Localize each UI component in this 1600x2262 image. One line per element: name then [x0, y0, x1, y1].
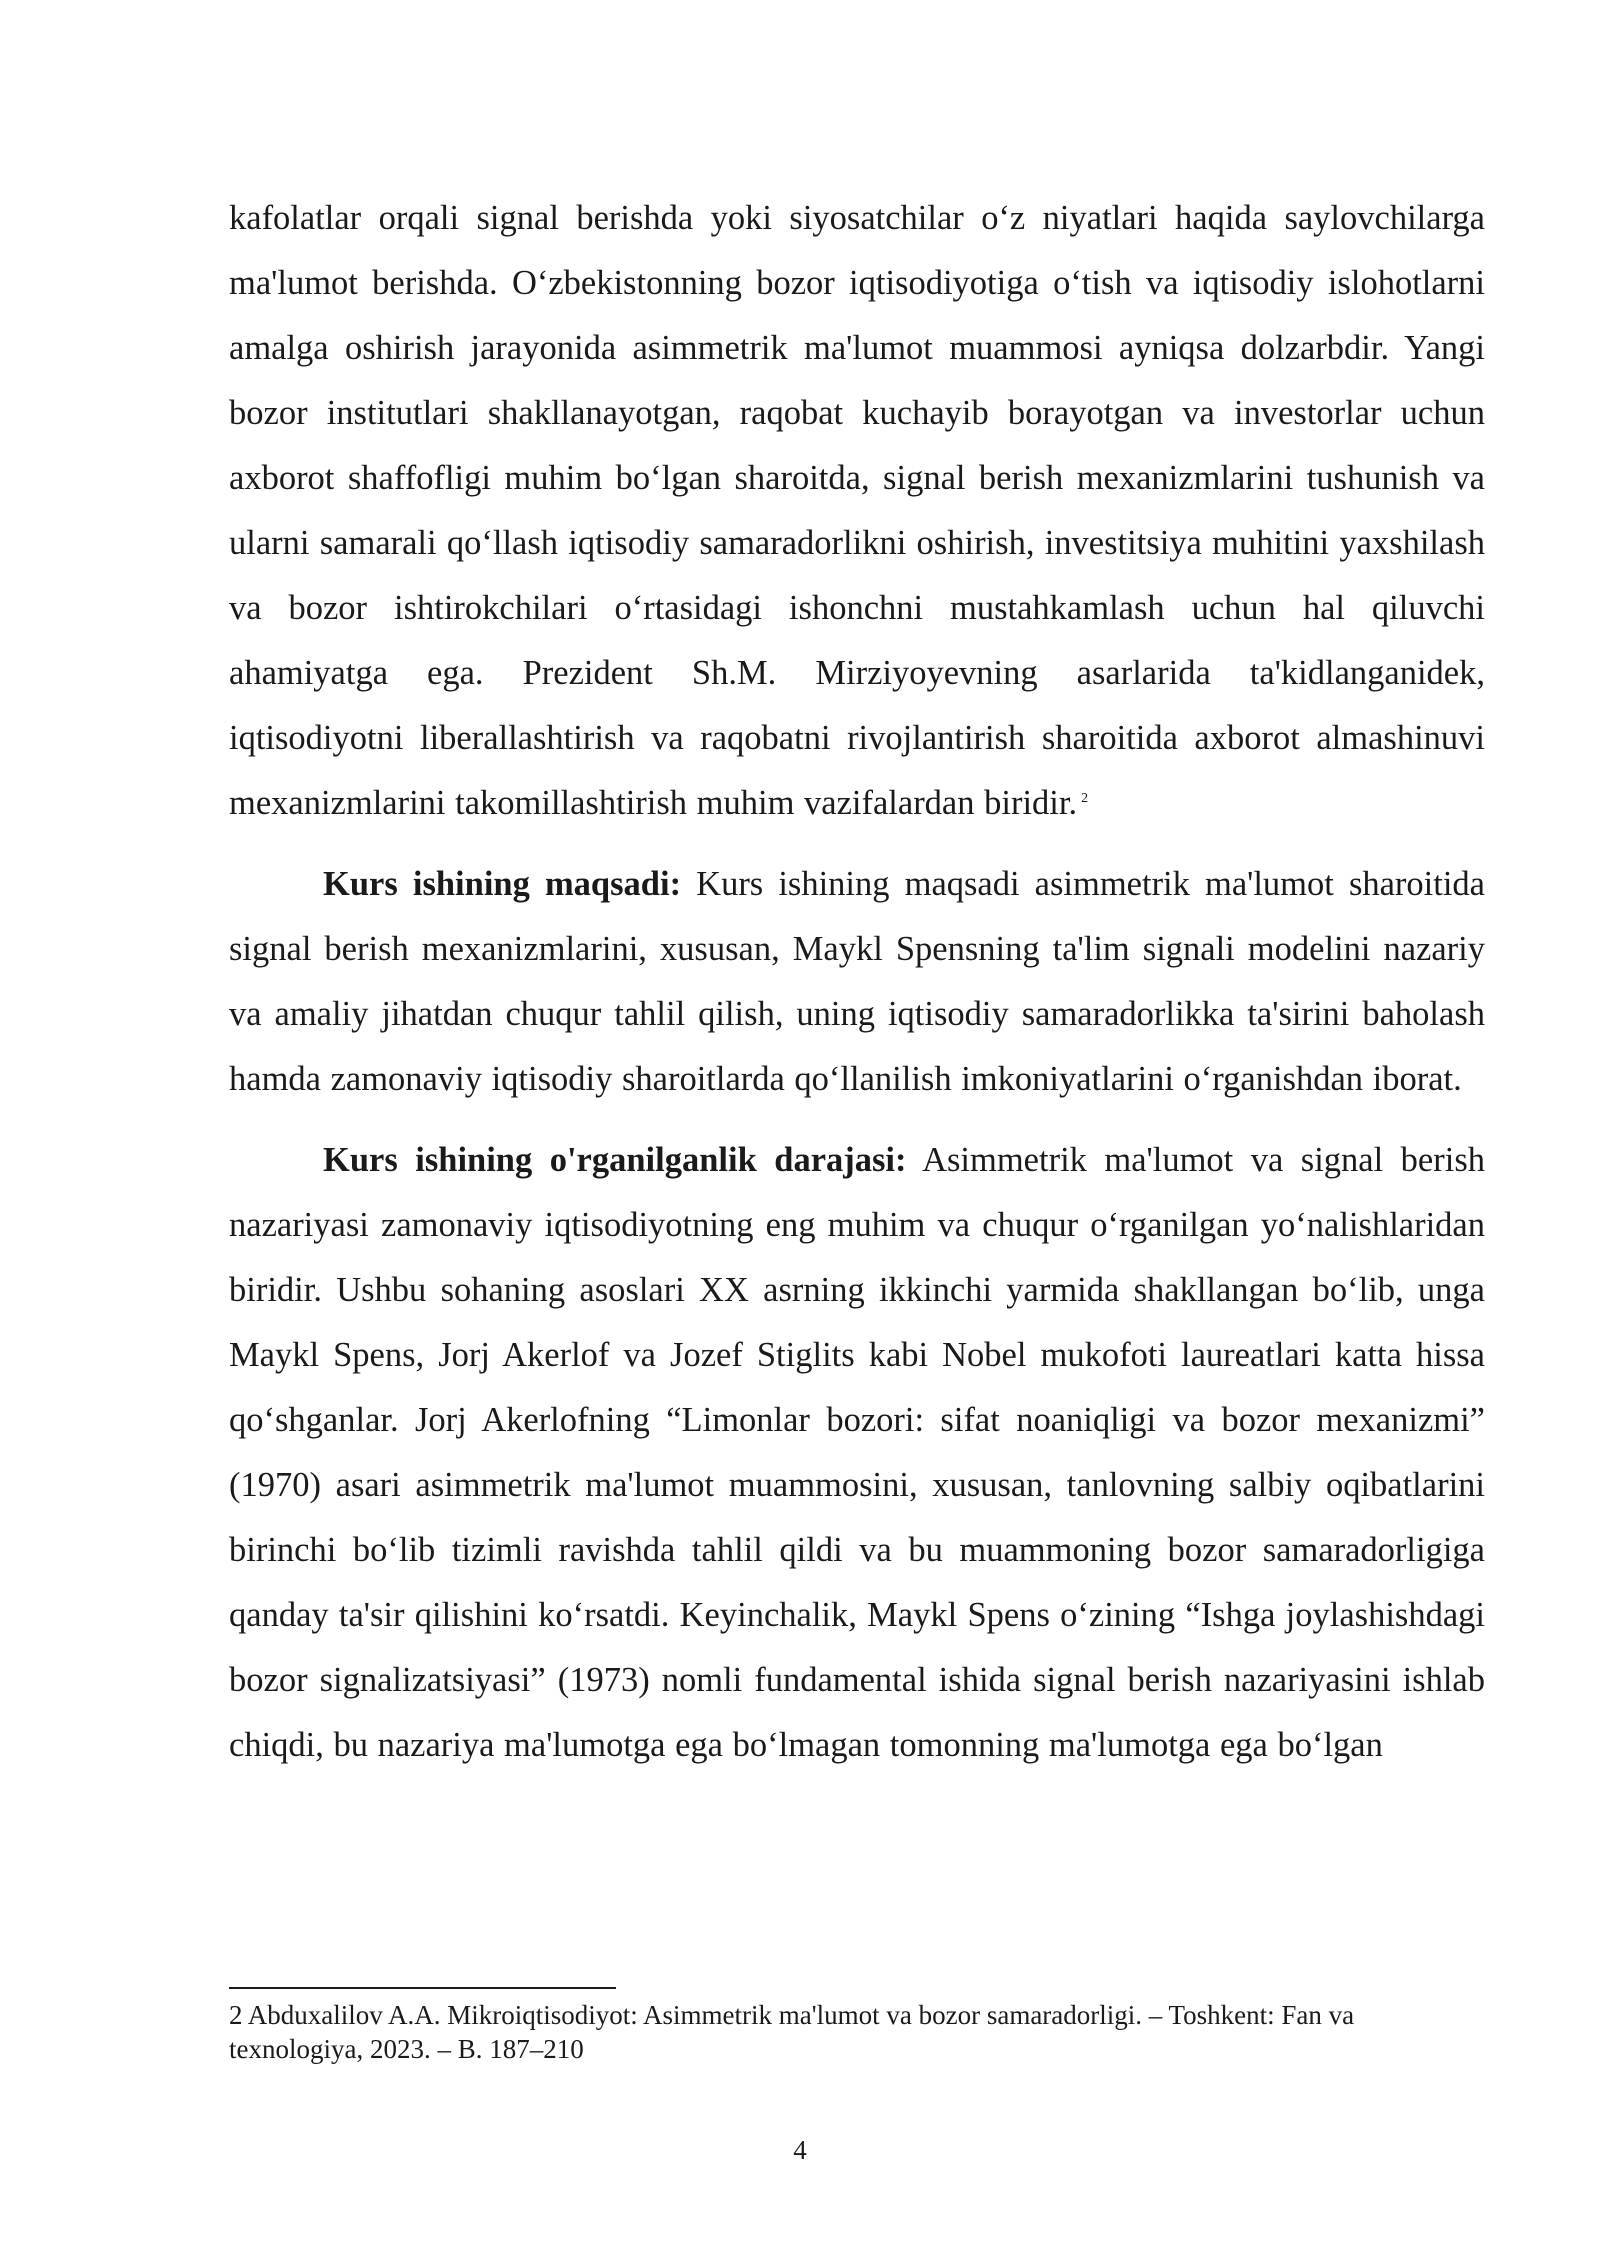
- study-level-text: Asimmetrik ma'lumot va signal berish nazariyasi zamonaviy iqtisodiyotning eng muhim va chuqur o‘rganilgan yo‘nalishlaridan biridir. Ushbu sohaning asoslari XX asrning ikkinchi yarmida shakllangan bo‘lib, unga Maykl Spens, Jorj Akerlof va Jozef Stiglits kabi Nobel mukofoti laureatlari katta hissa qo‘shganlar. Jorj Akerlofning “Limonlar bozori: sifat noaniqligi va bozor mexanizmi” (1970) asari asimmetrik ma'lumot muammosini, xususan, tanlovning salbiy oqibatlarini birinchi bo‘lib tizimli ravishda tahlil qildi va bu muammoning bozor samaradorligiga qanday ta'sir qilishini ko‘rsatdi. Keyinchalik, Maykl Spens o‘zining “Ishga joylashishdagi bozor signalizatsiyasi” (1973) nomli fundamental ishida signal berish nazariyasini ishlab chiqdi, bu nazariya ma'lumotga ega bo‘lmagan tomonning ma'lumotga ega bo‘lgan: [229, 1141, 1485, 1764]
- goal-text: Kurs ishining maqsadi asimmetrik ma'lumot sharoitida signal berish mexanizmlarini, xususan, Maykl Spensning ta'lim signali modelini nazariy va amaliy jihatdan chuqur tahlil qilish, uning iqtisodiy samaradorlikka ta'sirini baholash hamda zamonaviy iqtisodiy sharoitlarda qo‘llanilish imkoniyatlarini o‘rganishdan iborat.: [229, 865, 1485, 1098]
- paragraph-1-text: kafolatlar orqali signal berishda yoki siyosatchilar o‘z niyatlari haqida saylovchilarga ma'lumot berishda. O‘zbekistonning bozor iqtisodiyotiga o‘tish va iqtisodiy islohotlarni amalga oshirish jarayonida asimmetrik ma'lumot muammosi ayniqsa dolzarbdir. Yangi bozor institutlari shakllanayotgan, raqobat kuchayib borayotgan va investorlar uchun axborot shaffofligi muhim bo‘lgan sharoitda, signal berish mexanizmlarini tushunish va ularni samarali qo‘llash iqtisodiy samaradorlikni oshirish, investitsiya muhitini yaxshilash va bozor ishtirokchilari o‘rtasidagi ishonchni mustahkamlash uchun hal qiluvchi ahamiyatga ega. Prezident Sh.M. Mirziyoyevning asarlarida ta'kidlanganidek, iqtisodiyotni liberallashtirish va raqobatni rivojlantirish sharoitida axborot almashinuvi mexanizmlarini takomillashtirish muhim vazifalardan biridir.: [229, 199, 1485, 822]
- footnote-divider: [229, 1987, 616, 1989]
- study-level-heading: Kurs ishining o'rganilganlik darajasi:: [323, 1141, 907, 1179]
- footnote: 2 Abduxalilov A.A. Mikroiqtisodiyot: Asimmetrik ma'lumot va bozor samaradorligi. – Toshkent: Fan va texnologiya, 2023. – B. 187–210: [229, 2000, 1355, 2064]
- page-number: 4: [793, 2135, 807, 2165]
- paragraph-study-level: [229, 1128, 1485, 1778]
- page-body: [229, 186, 1485, 1778]
- footnote-reference[interactable]: 2: [1081, 790, 1089, 806]
- goal-heading: Kurs ishining maqsadi:: [323, 865, 682, 903]
- paragraph-goal: [229, 852, 1485, 1112]
- paragraph-1: [229, 186, 1485, 836]
